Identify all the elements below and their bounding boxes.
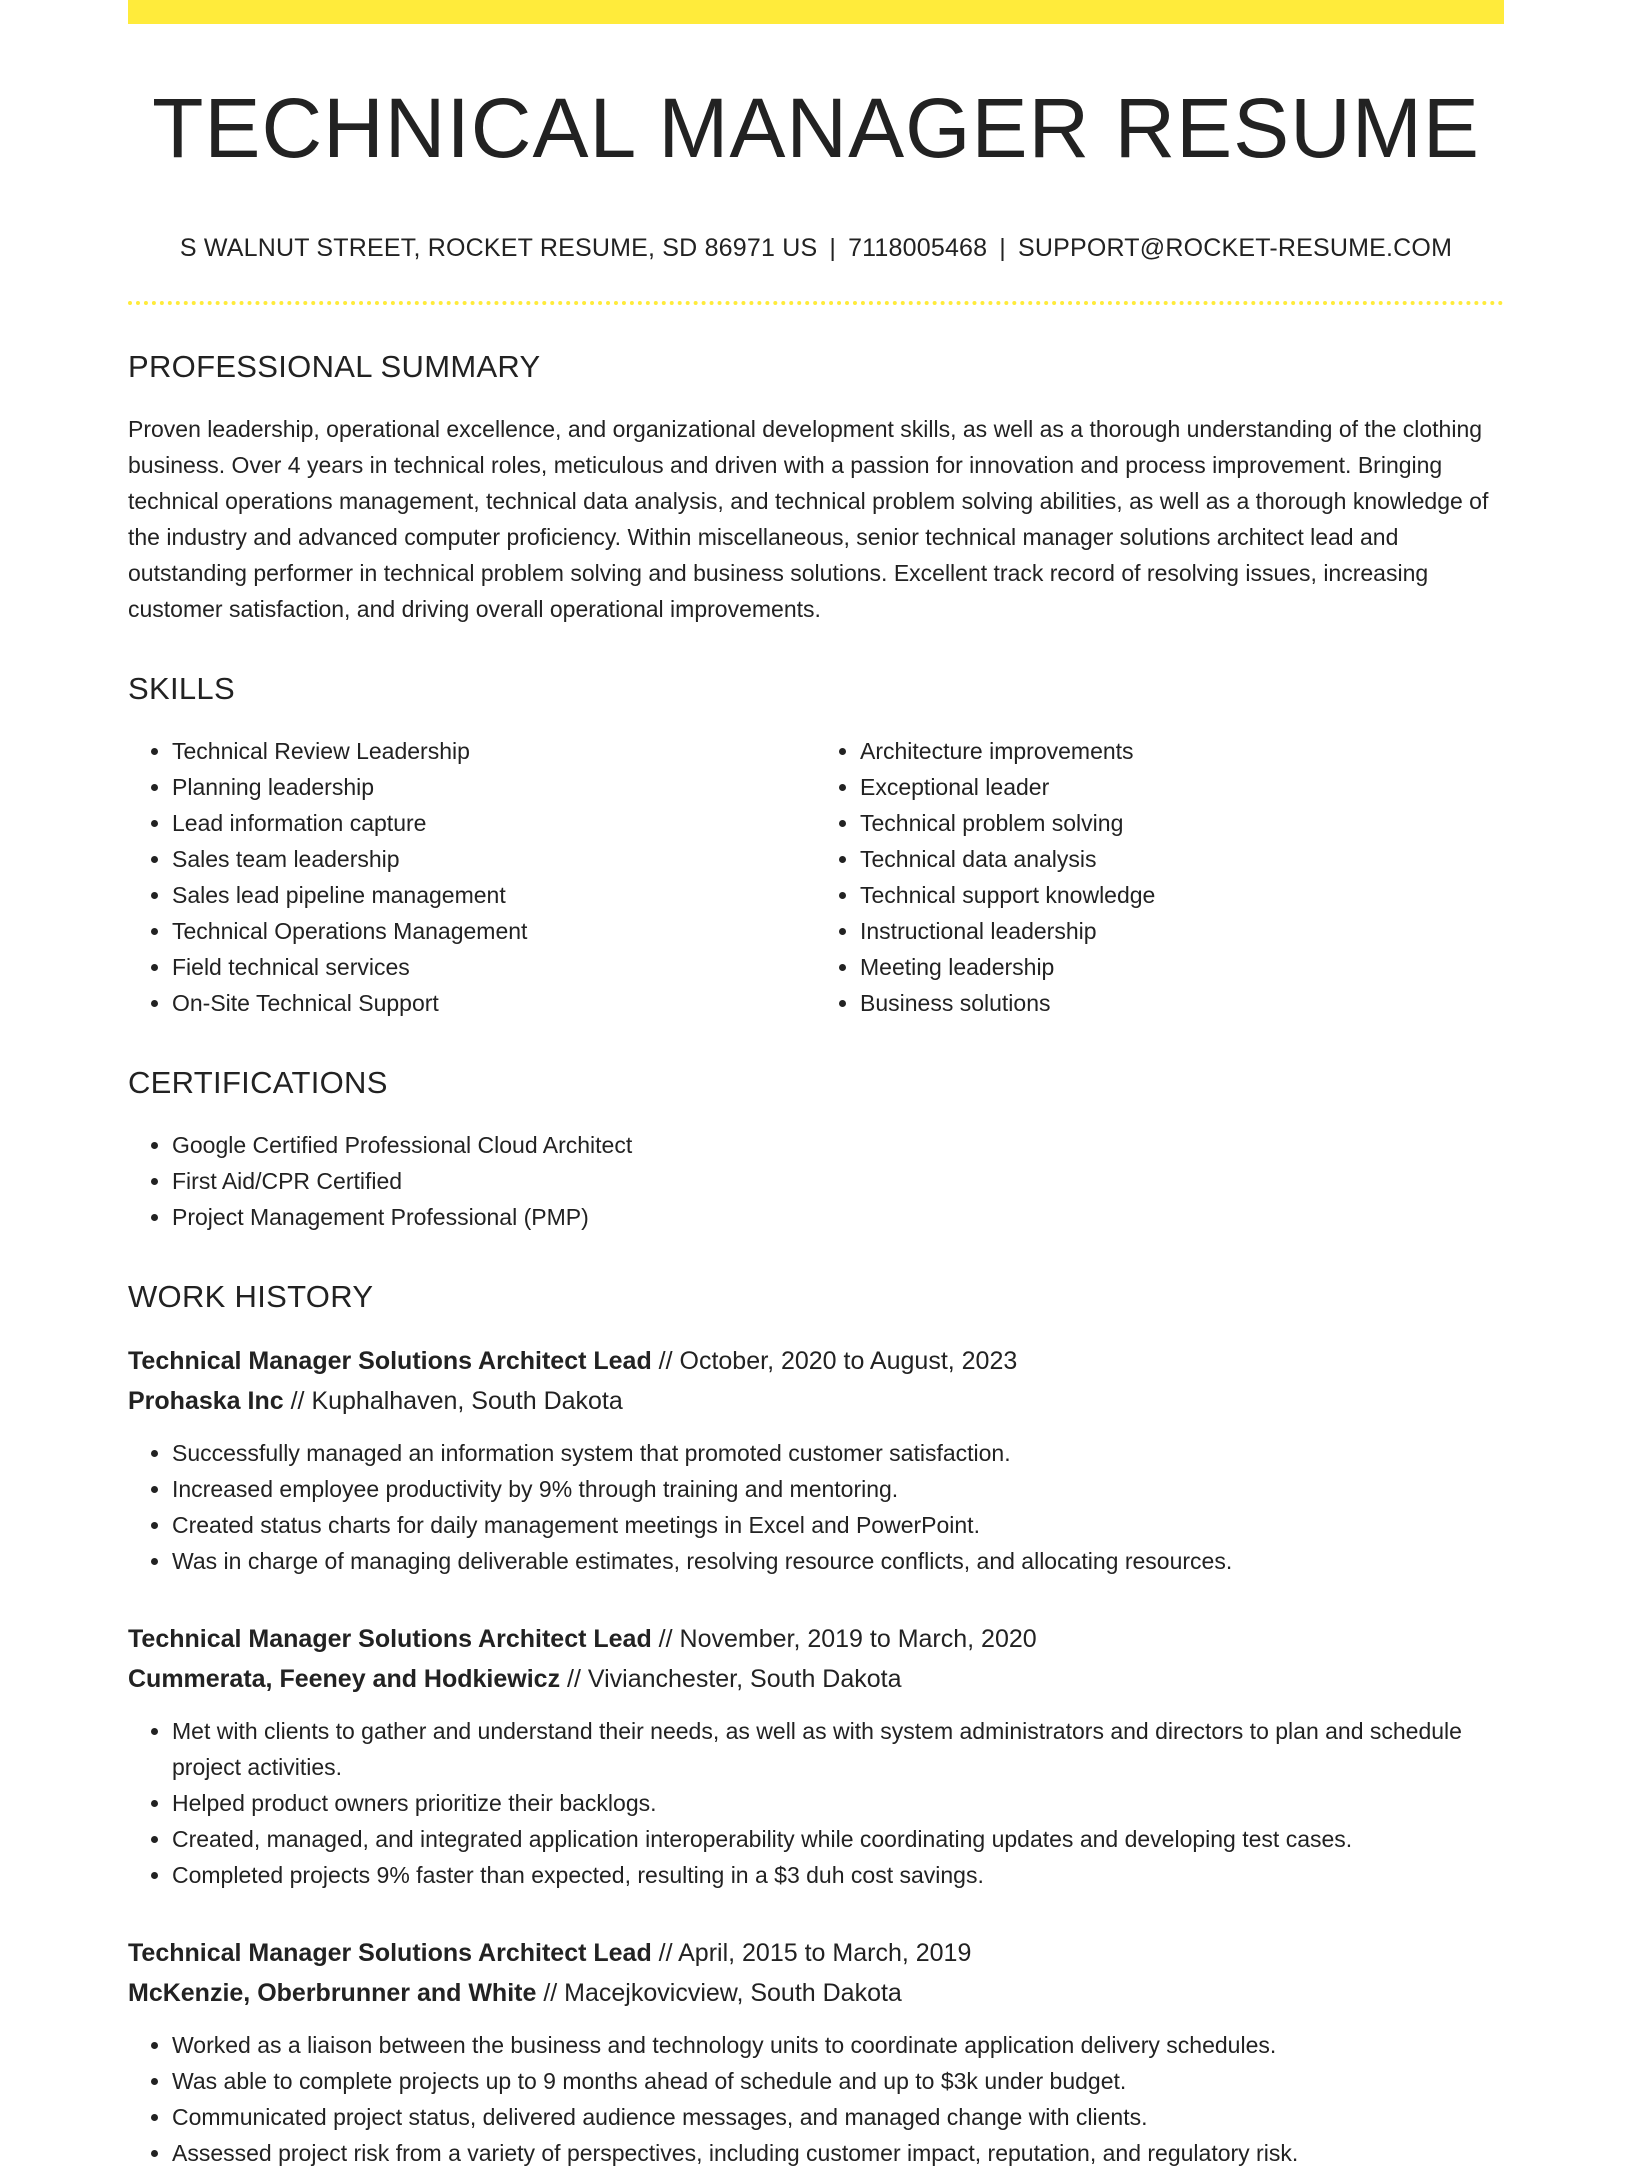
date-separator: // [283, 1387, 312, 1416]
certifications-heading: CERTIFICATIONS [128, 1065, 388, 1101]
job-company-line [128, 1659, 1504, 1699]
job-company-line [128, 1973, 1504, 2013]
skill-item: • Exceptional leader [860, 769, 1504, 805]
job-bullet: • Was able to complete projects up to 9 months ahead of schedule and up to $3k under budget. [172, 2063, 1504, 2099]
summary-text: Proven leadership, operational excellence, and organizational development skills, as well as a thorough understanding of the clothing business. Over 4 years in technical roles, meticulous and driven with a passion for innovation and process improvement. Bringing technical operations management, technical data analysis, and technical problem solving abilities, as well as a thorough knowledge of the industry and advanced computer proficiency. Within miscellaneous, senior technical manager solutions architect lead and outstanding performer in technical problem solving and business solutions. Excellent track record of resolving issues, increasing customer satisfaction, and driving overall operational improvements. [128, 416, 1489, 623]
job-bullet: • Increased employee productivity by 9% through training and mentoring. [172, 1471, 1504, 1507]
skill-item: • Field technical services [172, 949, 816, 985]
contact-phone: 7118005468 [848, 234, 988, 263]
skill-item: • Sales team leadership [172, 841, 816, 877]
job-title-line [128, 1933, 1504, 1973]
date-separator: // [651, 1625, 680, 1654]
resume-title: TECHNICAL MANAGER RESUME [152, 81, 1480, 175]
contact-email: SUPPORT@ROCKET-RESUME.COM [1017, 234, 1453, 263]
skill-item: • Meeting leadership [860, 949, 1504, 985]
job-dates: November, 2019 to March, 2020 [679, 1625, 1037, 1654]
skill-item: • Architecture improvements [860, 733, 1504, 769]
skills-column-left [128, 733, 816, 1021]
date-separator: // [651, 1939, 679, 1968]
contact-address: S WALNUT STREET, ROCKET RESUME, SD 86971 US [179, 234, 818, 263]
job-bullet: • Successfully managed an information system that promoted customer satisfaction. [172, 1435, 1504, 1471]
certification-item: • Project Management Professional (PMP) [172, 1199, 1504, 1235]
job-role: Technical Manager Solutions Architect Lead [128, 1939, 652, 1968]
date-separator: // [651, 1347, 680, 1376]
job-entry [128, 1933, 1504, 2171]
skills-list [128, 733, 1504, 1021]
job-title-line [128, 1619, 1504, 1659]
skill-item: • Instructional leadership [860, 913, 1504, 949]
summary-heading: PROFESSIONAL SUMMARY [128, 349, 541, 385]
date-separator: // [560, 1665, 588, 1694]
job-entry [128, 1341, 1504, 1579]
accent-top-bar [128, 0, 1504, 24]
job-bullet: • Assessed project risk from a variety of perspectives, including customer impact, reputation, and regulatory risk. [172, 2135, 1504, 2171]
date-separator: // [536, 1979, 565, 2008]
contact-separator: | [999, 234, 1006, 263]
job-location: Macejkovicview, South Dakota [564, 1979, 902, 2008]
certification-item: • Google Certified Professional Cloud Architect [172, 1127, 1504, 1163]
job-company: McKenzie, Oberbrunner and White [128, 1979, 537, 2008]
contact-separator: | [829, 234, 837, 263]
skills-heading: SKILLS [128, 671, 235, 707]
skill-item: • Technical data analysis [860, 841, 1504, 877]
certification-item: • First Aid/CPR Certified [172, 1163, 1504, 1199]
job-location: Kuphalhaven, South Dakota [311, 1387, 623, 1416]
job-bullet: • Was in charge of managing deliverable estimates, resolving resource conflicts, and allocating resources. [172, 1543, 1504, 1579]
skill-item: • Technical problem solving [860, 805, 1504, 841]
work-history-heading: WORK HISTORY [128, 1279, 374, 1315]
skills-column-right [816, 733, 1504, 1021]
job-location: Vivianchester, South Dakota [587, 1665, 902, 1694]
dotted-divider [128, 301, 1504, 305]
job-bullet: • Worked as a liaison between the business and technology units to coordinate application delivery schedules. [172, 2027, 1504, 2063]
job-bullets [128, 1435, 1504, 1579]
skill-item: • Business solutions [860, 985, 1504, 1021]
job-dates: October, 2020 to August, 2023 [679, 1347, 1018, 1376]
skill-item: • Technical Review Leadership [172, 733, 816, 769]
skill-item: • Sales lead pipeline management [172, 877, 816, 913]
job-title-line [128, 1341, 1504, 1381]
job-bullet: • Communicated project status, delivered audience messages, and managed change with clients. [172, 2099, 1504, 2135]
job-bullet: • Created status charts for daily management meetings in Excel and PowerPoint. [172, 1507, 1504, 1543]
resume-page [128, 0, 1504, 2171]
job-bullet: • Completed projects 9% faster than expected, resulting in a $3 duh cost savings. [172, 1857, 1504, 1893]
skill-item: • Technical Operations Management [172, 913, 816, 949]
job-bullet: • Met with clients to gather and understand their needs, as well as with system administrators and directors to plan and schedule project activities. [172, 1713, 1504, 1785]
job-dates: April, 2015 to March, 2019 [678, 1939, 972, 1968]
job-entry [128, 1619, 1504, 1893]
job-bullets [128, 2027, 1504, 2171]
skill-item: • Planning leadership [172, 769, 816, 805]
job-bullets [128, 1713, 1504, 1893]
job-bullet: • Created, managed, and integrated application interoperability while coordinating updates and developing test cases. [172, 1821, 1504, 1857]
skill-item: • On-Site Technical Support [172, 985, 816, 1021]
job-company: Prohaska Inc [128, 1387, 284, 1416]
job-bullet: • Helped product owners prioritize their backlogs. [172, 1785, 1504, 1821]
job-role: Technical Manager Solutions Architect Lead [128, 1347, 652, 1376]
skill-item: • Lead information capture [172, 805, 816, 841]
job-role: Technical Manager Solutions Architect Lead [128, 1625, 652, 1654]
contact-line [128, 234, 1504, 263]
certifications-list [128, 1127, 1504, 1235]
skill-item: • Technical support knowledge [860, 877, 1504, 913]
job-company: Cummerata, Feeney and Hodkiewicz [128, 1665, 561, 1694]
job-company-line [128, 1381, 1504, 1421]
